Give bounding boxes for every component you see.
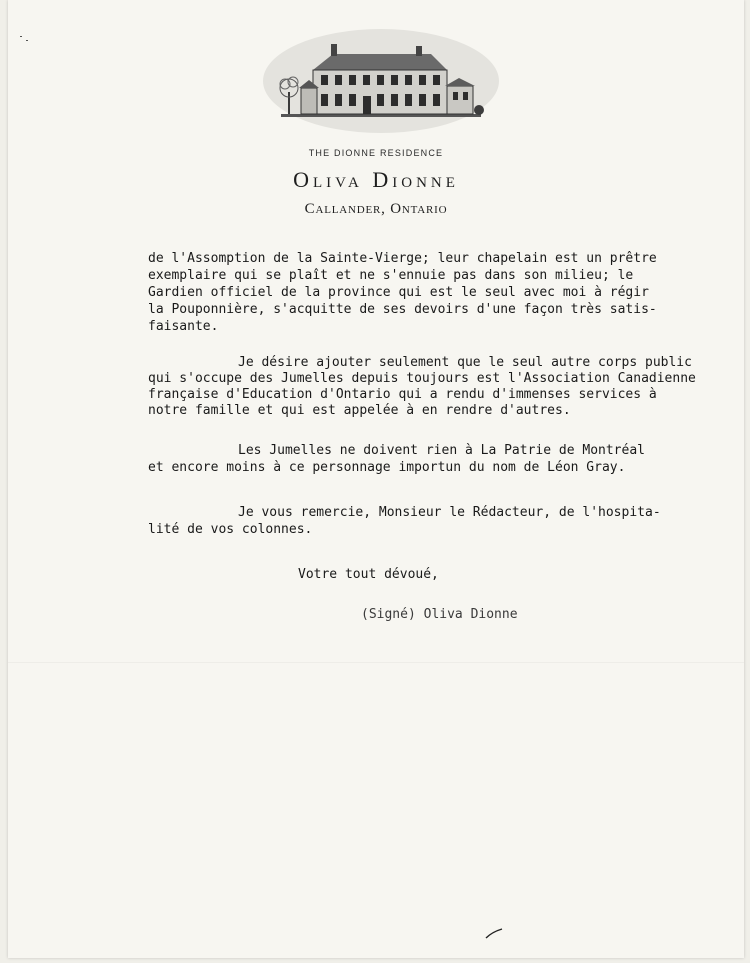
- letter-line: Les Jumelles ne doivent rien à La Patrie de Montréal: [238, 443, 645, 458]
- letterhead-name: Oliva Dionne: [293, 167, 459, 192]
- letter-signature: (Signé) Oliva Dionne: [361, 607, 518, 622]
- letter-page: [8, 0, 744, 958]
- residence-engraving: [261, 26, 501, 136]
- letterhead-caption: THE DIONNE RESIDENCE: [308, 148, 444, 158]
- letter-line: française d'Education d'Ontario qui a rendu d'immenses services à: [148, 387, 657, 402]
- letter-line: qui s'occupe des Jumelles depuis toujours est l'Association Canadienne: [148, 371, 696, 386]
- letter-line: de l'Assomption de la Sainte-Vierge; leur chapelain est un prêtre: [148, 251, 657, 266]
- letter-line: Je désire ajouter seulement que le seul autre corps public: [238, 355, 692, 370]
- letter-closing: Votre tout dévoué,: [298, 567, 439, 582]
- letterhead-city: Callander, Ontario: [304, 201, 448, 217]
- letter-line: la Pouponnière, s'acquitte de ses devoirs d'une façon très satis-: [148, 302, 657, 317]
- letter-line: lité de vos colonnes.: [148, 522, 313, 537]
- letter-line: Gardien officiel de la province qui est le seul avec moi à régir: [148, 285, 649, 300]
- letter-line: notre famille et qui est appelée à en rendre d'autres.: [148, 403, 571, 418]
- paper-speck: [20, 36, 22, 37]
- letter-line: et encore moins à ce personnage importun du nom de Léon Gray.: [148, 460, 626, 475]
- pen-mark: [484, 926, 504, 940]
- letter-line: exemplaire qui se plaît et ne s'ennuie pas dans son milieu; le: [148, 268, 634, 283]
- letter-line: faisante.: [148, 319, 219, 334]
- letter-line: Je vous remercie, Monsieur le Rédacteur, de l'hospita-: [238, 505, 661, 520]
- paper-speck: [26, 40, 28, 41]
